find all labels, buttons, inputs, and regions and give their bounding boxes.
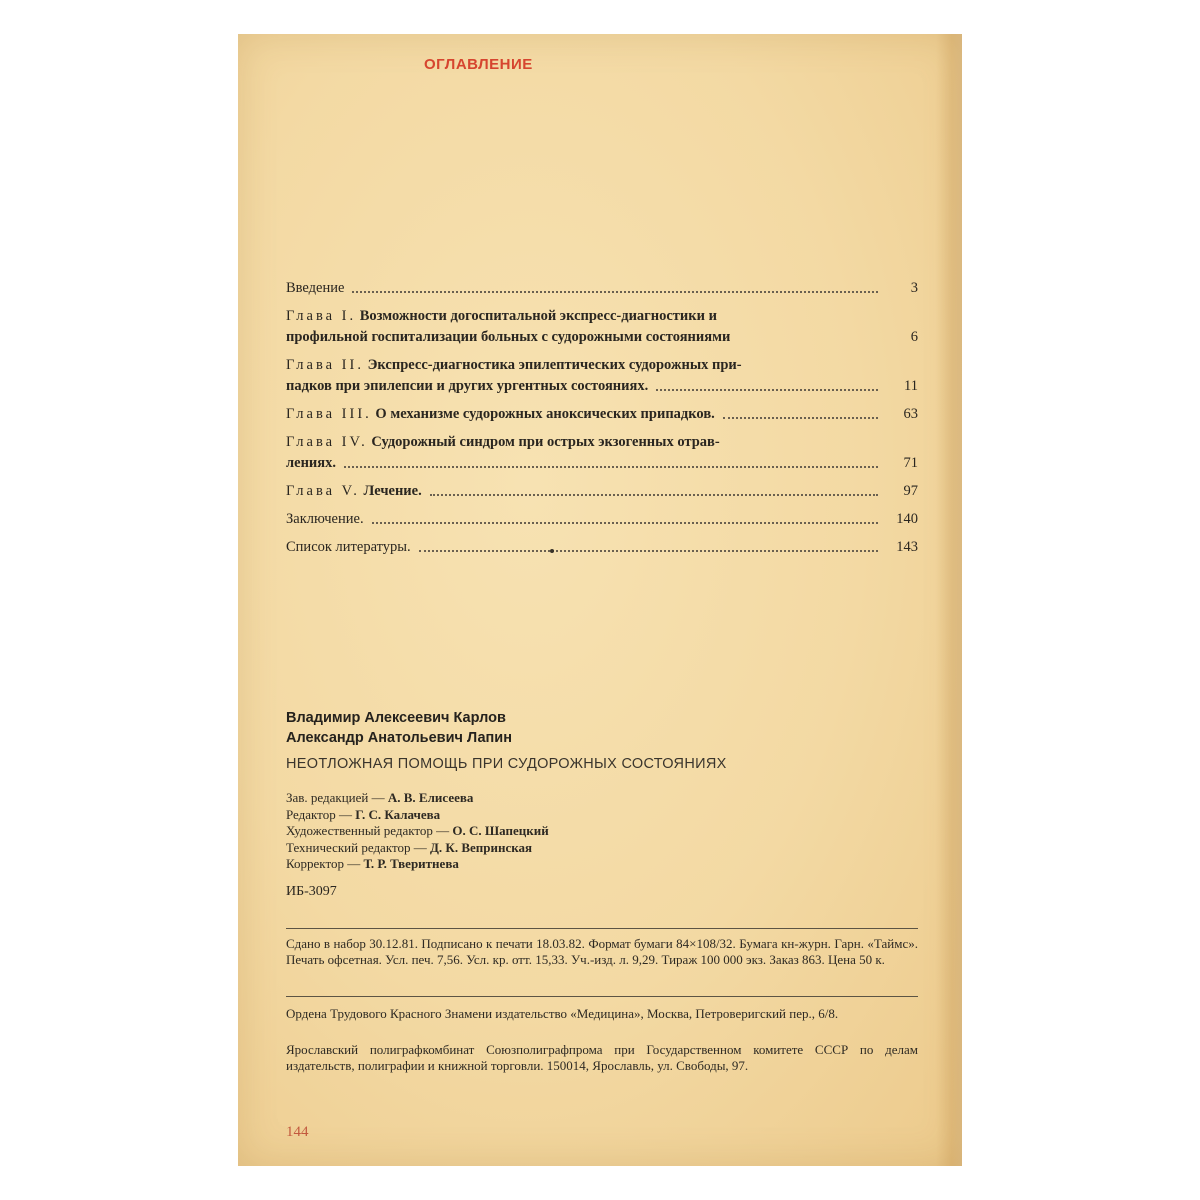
toc-entry-label: Глава V. <box>286 483 360 499</box>
toc-leader-dots <box>352 291 878 293</box>
credit-line: Художественный редактор — О. С. Шапецкий <box>286 823 549 838</box>
toc-entry-label: Глава II. <box>286 357 364 373</box>
toc-entry-references <box>286 537 918 558</box>
toc-entry-title: О механизме судорожных аноксических припадков. <box>375 406 715 422</box>
toc-leader-dots <box>372 522 878 524</box>
toc-entry-chapter-1 <box>286 306 918 348</box>
credit-line: Технический редактор — Д. К. Вепринская <box>286 839 533 855</box>
print-info: Сдано в набор 30.12.81. Подписано к печати 18.03.82. Формат бумаги 84×108/32. Бумага кн-журн. Гарн. «Таймс». Печать офсетная. Усл. печ. 7,56. Усл. кр. отт. 15,33. Уч.-изд. л. 9,29. Тираж 100 000 экз. Заказ 863. Цена 50 к. <box>286 936 918 967</box>
toc-entry-title-line1: Судорожный синдром при острых экзогенных отрав- <box>371 434 720 450</box>
toc-entry-label: Глава I. <box>286 308 357 324</box>
toc-entry-chapter-4 <box>286 432 918 474</box>
toc-entry-page: 71 <box>903 455 918 471</box>
toc-entry-title-line2: лениях. <box>286 455 336 471</box>
toc-entry-label: Глава IV. <box>286 434 368 450</box>
toc-entry-chapter-5 <box>286 481 918 502</box>
author-1: Владимир Алексеевич Карлов <box>286 710 506 726</box>
credit-line: Корректор — Т. Р. Тверитнева <box>286 856 459 871</box>
printer-info: Ярославский полиграфкомбинат Союзполиграфпрома при Государственном комитете СССР по делам издательств, полиграфии и книжной торговли. 150014, Ярославль, ул. Свободы, 97. <box>286 1042 918 1073</box>
toc-leader-dots <box>656 389 878 391</box>
toc-leader-dots <box>419 550 878 552</box>
bullet-mark <box>550 549 554 553</box>
toc-entry-title-line1: Возможности догоспитальной экспресс-диагностики и <box>359 308 717 324</box>
authors <box>286 708 512 748</box>
toc-leader-dots <box>723 417 878 419</box>
toc-entry-introduction <box>286 278 918 299</box>
toc-entry-title: Введение <box>286 280 345 296</box>
toc-entry-label: Глава III. <box>286 406 372 422</box>
book-page <box>238 34 962 1166</box>
toc-entry-page: 6 <box>910 329 918 345</box>
toc-entry-chapter-3 <box>286 404 918 425</box>
credit-line: Редактор — Г. С. Калачева <box>286 806 441 822</box>
author-2: Александр Анатольевич Лапин <box>286 730 512 746</box>
toc-entry-page: 3 <box>910 280 918 296</box>
toc-entry-title: Заключение. <box>286 511 364 527</box>
toc-entry-title: Список литературы. <box>286 539 411 555</box>
ib-number: ИБ-3097 <box>286 884 337 899</box>
toc-entry-chapter-2 <box>286 355 918 397</box>
toc-entry-page: 11 <box>904 378 918 394</box>
divider-bottom <box>286 996 918 997</box>
book-title: НЕОТЛОЖНАЯ ПОМОЩЬ ПРИ СУДОРОЖНЫХ СОСТОЯНИЯХ <box>286 756 727 772</box>
toc-entry-title-line1: Экспресс-диагностика эпилептических судорожных при- <box>367 357 742 373</box>
toc-entry-page: 97 <box>903 483 918 499</box>
toc-entry-page: 143 <box>896 539 918 555</box>
toc-entry-page: 140 <box>896 511 918 527</box>
page-number: 144 <box>286 1124 309 1140</box>
toc-entry-title-line2: падков при эпилепсии и других ургентных состояниях. <box>286 378 649 394</box>
toc-entry-title-line2: профильной госпитализации больных с судорожными состояниями <box>286 329 731 345</box>
publisher-info: Ордена Трудового Красного Знамени издательство «Медицина», Москва, Петроверигский пер., 6/8. <box>286 1006 839 1021</box>
toc-leader-dots <box>344 466 878 468</box>
toc-entry-conclusion <box>286 509 918 530</box>
credit-line: Зав. редакцией — А. В. Елисеева <box>286 790 474 805</box>
toc-leader-dots <box>430 494 878 496</box>
page-edge-shading <box>936 34 962 1166</box>
table-of-contents <box>286 278 918 558</box>
toc-heading: ОГЛАВЛЕНИЕ <box>424 56 533 73</box>
toc-entry-title: Лечение. <box>363 483 422 499</box>
toc-entry-page: 63 <box>903 406 918 422</box>
divider-top <box>286 928 918 929</box>
editorial-credits <box>286 790 549 873</box>
